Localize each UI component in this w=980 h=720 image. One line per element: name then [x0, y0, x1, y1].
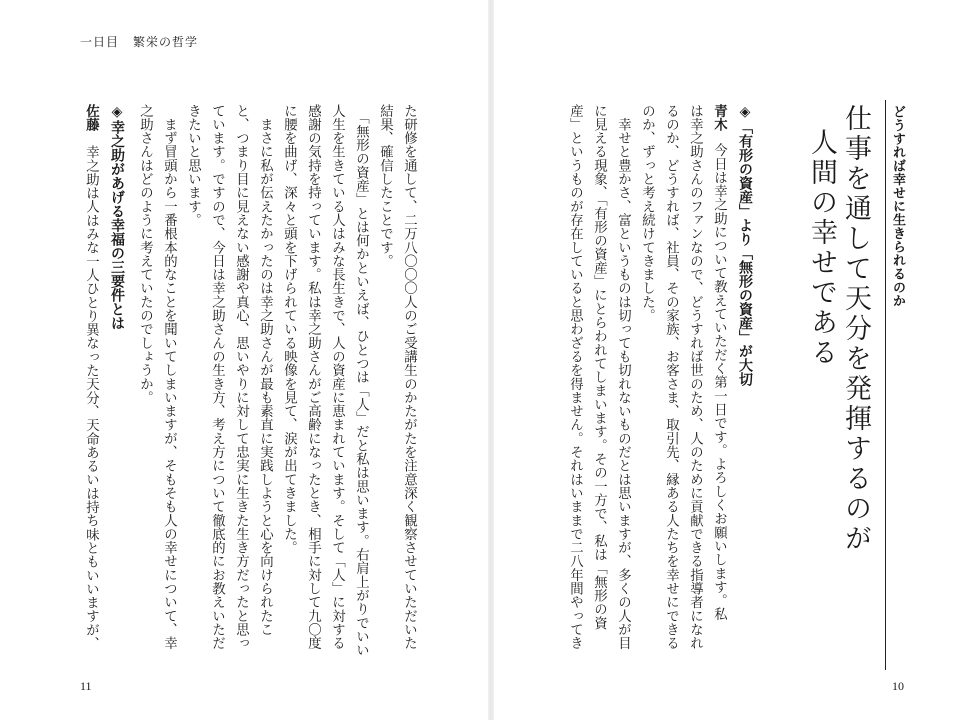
running-head — [80, 33, 198, 50]
right-line-0: 今日は幸之助について教えていただく第一日です。よろしくお願いします。私 — [711, 143, 727, 622]
right-line: に見える現象、「有形の資産」にとらわれてしまいます。その一方で、私は「無形の資 — [591, 104, 607, 630]
page-number-left: 11 — [80, 679, 92, 693]
main-heading-line-2: 人間の幸せである — [806, 128, 837, 368]
left-line: 感謝の気持を持っています。私は幸之助さんがご高齢になったとき、相手に対して九〇度 — [305, 104, 321, 650]
body-line-sato — [84, 104, 97, 650]
left-line: に腰を曲げ、深々と頭を下げられている映像を見て、涙が出てきました。 — [281, 104, 297, 555]
right-line: は幸之助さんのファンなので、どうすれば世のため、人のために貢献できる指導者になれ — [687, 104, 703, 650]
left-line: 之助さんはどのように考えていたのでしょうか。 — [137, 104, 153, 405]
right-line: 幸せと豊かさ、富というものは切っても切れないものだとは思いますが、多くの人が目 — [615, 104, 631, 650]
main-heading-line-1: 仕事を通して天分を発揮するのが — [840, 104, 871, 554]
sato-line: 幸之助は人はみな一人ひとり異なった天分、天命あるいは持ち味ともいいますが、 — [83, 145, 99, 651]
left-line: 「無形の資産」とは何かといえば、ひとつは「人」だと私は思います。右肩上がりでいい — [353, 104, 369, 657]
section-rule — [885, 100, 886, 670]
left-line: まず冒頭から一番根本的なことを聞いてしまいますが、そもそも人の幸せについて、幸 — [161, 104, 177, 650]
gutter — [488, 0, 494, 720]
left-line: と、つまり目に見えない感謝や真心、思いやりに対して忠実に生きた生き方だったと思っ — [233, 104, 249, 650]
running-head-chapter: 一日目 — [80, 35, 120, 49]
section-title: どうすれば幸せに生きられるのか — [890, 105, 905, 308]
speaker-sato: 佐藤 — [83, 104, 99, 132]
right-line: るのか、どうすれば、社員、その家族、お客さま、取引先、縁ある人たちを幸せにできる — [663, 104, 679, 650]
left-line: ています。ですので、今日は幸之助さんの生き方、考え方について徹底的にお教えいただ — [209, 104, 225, 650]
left-line: きたいと思います。 — [185, 104, 201, 227]
page-number-right: 10 — [892, 679, 904, 693]
subheading-three-requirements: ◈幸之助があげる幸福の三要件とは — [109, 104, 125, 330]
left-line: 結果、確信したことです。 — [377, 104, 393, 268]
subheading-intangible-assets: ◈「有形の資産」より「無形の資産」が大切 — [737, 104, 753, 386]
left-line: た研修を通して、二万八〇〇〇人のご受講生のかたがたを注意深く観察させていただいた — [401, 104, 417, 650]
left-line: まさに私が伝えたかったのは幸之助さんが最も素直に実践しようと心を向けられたこ — [257, 104, 273, 637]
right-line: のか、ずっと考え続けてきました。 — [639, 104, 655, 323]
right-line: 産」というものが存在していると思わざるを得ません。それはいままで二八年間やってき — [567, 104, 583, 650]
running-head-title: 繁栄の哲学 — [133, 35, 199, 49]
body-line-aoki — [712, 104, 725, 621]
left-line: 人生を生きている人はみな長生きで、人の資産に恵まれています。そして「人」に対する — [329, 104, 345, 650]
speaker-aoki: 青木 — [711, 104, 727, 132]
